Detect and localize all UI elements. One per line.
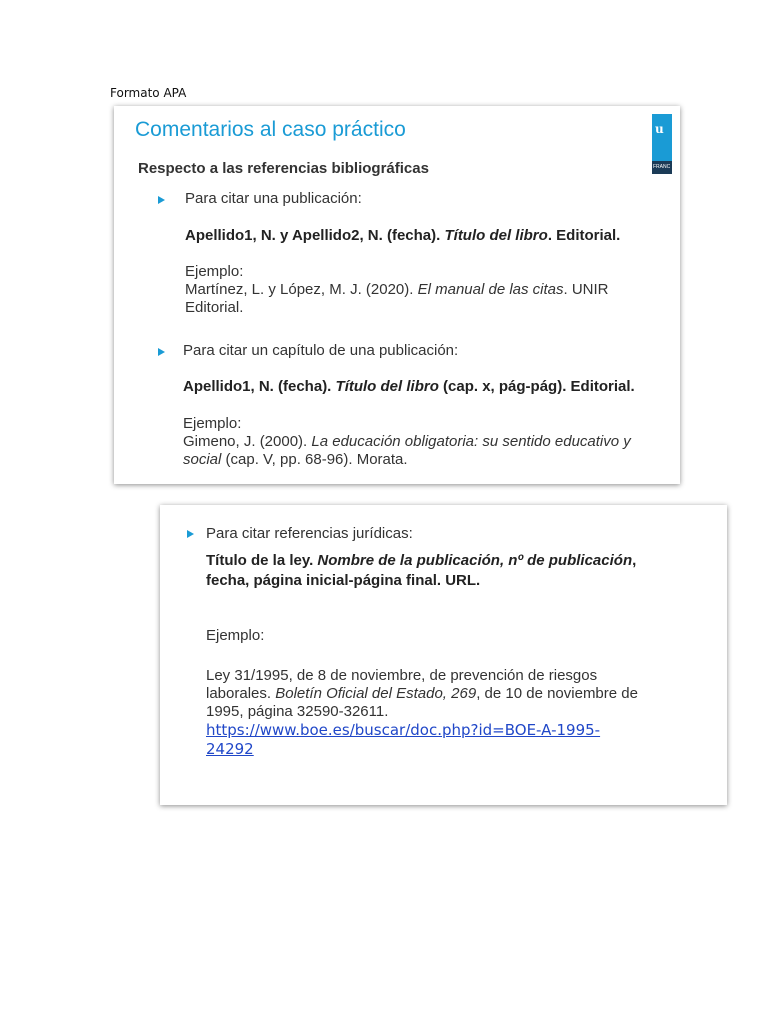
example-line: Editorial.: [185, 299, 244, 316]
example-line: [183, 433, 631, 451]
example-part: . UNIR: [563, 281, 609, 298]
example-title: El manual de las citas: [417, 281, 564, 298]
pattern-line: [206, 551, 636, 571]
pattern-part: . Editorial.: [547, 227, 621, 244]
example-line: Ley 31/1995, de 8 de noviembre, de prevención de riesgos: [206, 667, 598, 684]
pattern-title: Título del libro: [444, 227, 548, 244]
boe-link[interactable]: https://www.boe.es/buscar/doc.php?id=BOE-A-1995-: [206, 721, 601, 739]
example-juridicas-label-block: [206, 627, 264, 645]
document-heading: Formato APA: [110, 86, 187, 100]
bullet-publicacion: Para citar una publicación:: [185, 190, 362, 207]
pattern-juridicas: [206, 551, 636, 591]
example-title: La educación obligatoria: su sentido educativo y: [311, 433, 631, 450]
example-label: Ejemplo:: [185, 263, 244, 280]
example-title: Boletín Oficial del Estado, 269: [275, 685, 477, 702]
subheading-referencias: Respecto a las referencias bibliográficas: [138, 160, 429, 177]
pattern-part: (cap. x, pág-pág). Editorial.: [438, 378, 635, 395]
example-part: , de 10 de noviembre de: [476, 685, 638, 702]
logo-strip: FRANC: [652, 161, 672, 174]
pattern-title: Título del libro: [335, 378, 439, 395]
example-link-line: [206, 740, 638, 759]
example-title: social: [183, 451, 222, 468]
pattern-publicacion: [185, 227, 620, 244]
example-publicacion: [185, 263, 609, 317]
pattern-part: Apellido1, N. y Apellido2, N. (fecha).: [185, 227, 445, 244]
example-part: Gimeno, J. (2000).: [183, 433, 312, 450]
example-capitulo: [183, 415, 631, 469]
example-line: [206, 685, 638, 703]
boe-link-continued[interactable]: 24292: [206, 740, 254, 758]
slide-title: Comentarios al caso práctico: [135, 118, 406, 141]
bullet-arrow-icon: [158, 196, 165, 204]
slide-comentarios: [114, 106, 680, 484]
bullet-capitulo: Para citar un capítulo de una publicación:: [183, 342, 459, 359]
pattern-part: Título de la ley.: [206, 552, 318, 569]
example-label: Ejemplo:: [183, 415, 242, 432]
pattern-capitulo: [183, 378, 635, 395]
slide-referencias-juridicas: [160, 505, 727, 805]
unir-logo: [652, 114, 672, 174]
pattern-part: Apellido1, N. (fecha).: [183, 378, 336, 395]
example-line: [183, 451, 631, 469]
pattern-title: Nombre de la publicación, nº de publicación: [317, 552, 633, 569]
example-link-line: [206, 721, 638, 740]
pattern-line: fecha, página inicial-página final. URL.: [206, 572, 481, 589]
example-part: Martínez, L. y López, M. J. (2020).: [185, 281, 418, 298]
bullet-juridicas: Para citar referencias jurídicas:: [206, 525, 413, 542]
example-line: [185, 281, 609, 299]
example-line: 1995, página 32590-32611.: [206, 703, 389, 720]
logo-mark: u: [655, 122, 664, 136]
example-label: Ejemplo:: [206, 627, 265, 644]
example-part: laborales.: [206, 685, 276, 702]
example-part: (cap. V, pp. 68-96). Morata.: [221, 451, 408, 468]
bullet-arrow-icon: [187, 530, 194, 538]
bullet-arrow-icon: [158, 348, 165, 356]
pattern-part: ,: [632, 552, 637, 569]
example-juridicas: [206, 667, 638, 759]
